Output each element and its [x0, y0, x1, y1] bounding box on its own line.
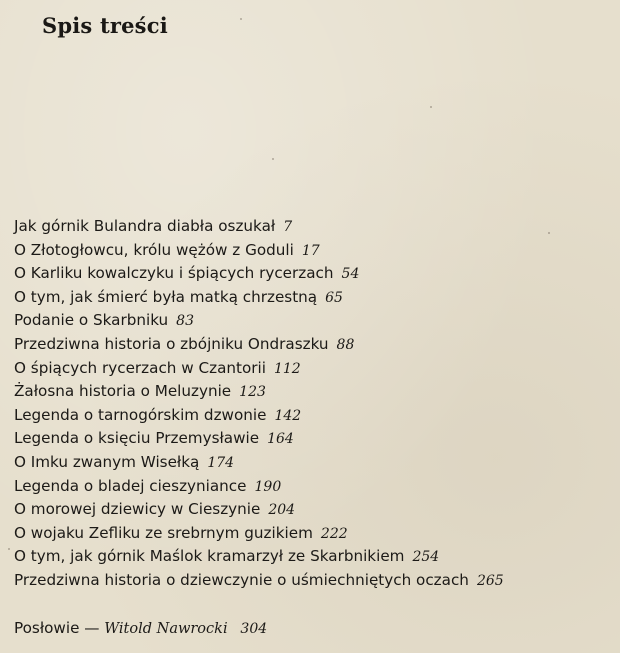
toc-entry: [14, 380, 614, 404]
toc-entry-title: O morowej dziewicy w Cieszynie: [14, 500, 261, 519]
paper-speck: [430, 106, 432, 108]
toc-entry: [14, 427, 614, 451]
toc-entry-title: O śpiących rycerzach w Czantorii: [14, 358, 266, 377]
toc-entry: [14, 475, 614, 499]
toc-entry: [14, 215, 614, 239]
toc-entry: [14, 239, 614, 263]
afterword-entry: [14, 619, 267, 637]
toc-entry-page-number: 54: [341, 266, 360, 283]
toc-entry: [14, 522, 614, 546]
toc-entry: [14, 404, 614, 428]
paper-speck: [8, 548, 10, 550]
afterword-author: Witold Nawrocki: [104, 621, 228, 637]
toc-entry-title: Podanie o Skarbniku: [14, 311, 169, 330]
afterword-label: Posłowie —: [14, 619, 100, 637]
toc-entry-page-number: 88: [336, 336, 355, 353]
toc-entry-page-number: 222: [320, 525, 348, 542]
toc-entry-page-number: 164: [267, 431, 294, 448]
toc-entry: [14, 545, 614, 569]
toc-entry: [14, 498, 614, 522]
page-title: Spis treści: [42, 13, 168, 38]
toc-entry-page-number: 112: [273, 360, 301, 377]
paper-speck: [272, 158, 274, 160]
toc-entry-title: Jak górnik Bulandra diabła oszukał: [14, 217, 276, 235]
toc-entry-title: O tym, jak górnik Maślok kramarzył ze Skarbnikiem: [14, 547, 405, 566]
toc-entry-title: Przedziwna historia o dziewczynie o uśmiechniętych oczach: [14, 570, 469, 589]
toc-entry-title: O Złotogłowcu, królu wężów z Goduli: [14, 240, 294, 259]
toc-entry-page-number: 254: [412, 549, 440, 566]
toc-entry: [14, 569, 614, 593]
toc-entry: [14, 357, 614, 381]
toc-entry-title: O wojaku Zefliku ze srebrnym guzikiem: [14, 523, 313, 542]
toc-entry-page-number: 265: [476, 572, 504, 589]
paper-speck: [240, 18, 242, 20]
toc-entry: [14, 333, 614, 357]
toc-entry: [14, 309, 614, 333]
toc-entry-page-number: 7: [283, 219, 293, 235]
toc-entry-page-number: 65: [325, 289, 343, 306]
toc-entry-page-number: 204: [268, 502, 296, 519]
toc-entry-page-number: 174: [207, 454, 235, 471]
toc-entry-title: O Imku zwanym Wisełką: [14, 452, 200, 471]
table-of-contents: [14, 215, 614, 593]
toc-entry-title: Przedziwna historia o zbójniku Ondraszku: [14, 334, 329, 353]
toc-entry-title: O tym, jak śmierć była matką chrzestną: [14, 287, 318, 306]
paper-speck: [548, 232, 550, 234]
toc-entry-title: Legenda o tarnogórskim dzwonie: [14, 405, 267, 424]
toc-entry-page-number: 142: [274, 407, 302, 424]
toc-entry: [14, 286, 614, 310]
toc-entry-title: Legenda o księciu Przemysławie: [14, 429, 260, 448]
toc-entry-title: Żałosna historia o Meluzynie: [14, 382, 232, 401]
toc-entry: [14, 262, 614, 286]
afterword-page-number: 304: [240, 621, 268, 637]
toc-entry-page-number: 190: [254, 478, 282, 495]
toc-entry-page-number: 17: [301, 242, 320, 259]
toc-entry: [14, 451, 614, 475]
toc-entry-page-number: 83: [176, 313, 194, 330]
toc-entry-title: Legenda o bladej cieszyniance: [14, 476, 247, 495]
toc-entry-page-number: 123: [239, 384, 266, 401]
toc-entry-title: O Karliku kowalczyku i śpiących rycerzach: [14, 264, 334, 283]
